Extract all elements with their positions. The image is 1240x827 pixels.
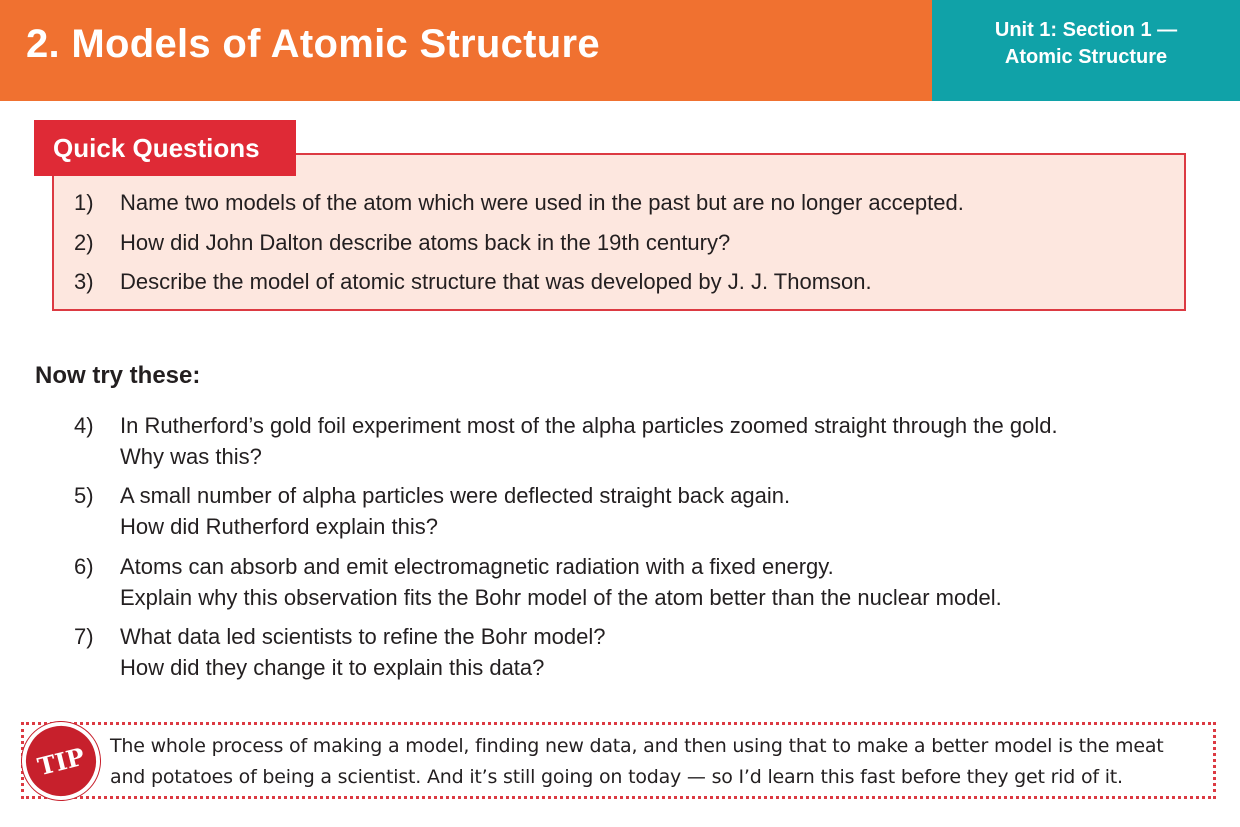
- now-try-heading: Now try these:: [35, 362, 201, 389]
- question-line: How did they change it to explain this data?: [120, 655, 545, 680]
- question-text: [120, 551, 1002, 613]
- quick-questions-heading: Quick Questions: [34, 120, 296, 176]
- question-line: How did John Dalton describe atoms back in the 19th century?: [120, 230, 731, 255]
- question-line: Explain why this observation fits the Bohr model of the atom better than the nuclear model.: [120, 585, 1002, 610]
- question-line: How did Rutherford explain this?: [120, 514, 438, 539]
- question-line: A small number of alpha particles were deflected straight back again.: [120, 483, 791, 508]
- question-line: In Rutherford’s gold foil experiment most of the alpha particles zoomed straight through the gold.: [120, 413, 1058, 438]
- section-tag-line-2: Atomic Structure: [1004, 45, 1168, 68]
- question-line: Atoms can absorb and emit electromagnetic radiation with a fixed energy.: [120, 554, 834, 579]
- question-number: 2): [74, 230, 94, 255]
- question-text: [120, 187, 964, 218]
- section-tag-line-1: Unit 1: Section 1 —: [994, 18, 1178, 41]
- question-text: [120, 410, 1058, 472]
- tip-text: [110, 731, 1164, 793]
- question-number: 5): [74, 483, 94, 508]
- question-text: [120, 621, 605, 683]
- page-title: 2. Models of Atomic Structure: [26, 22, 600, 66]
- section-tag: [932, 0, 1240, 101]
- question-line: Why was this?: [120, 444, 262, 469]
- question-number: 4): [74, 413, 94, 438]
- tip-line-1: The whole process of making a model, finding new data, and then using that to make a better model is the meat: [110, 735, 1164, 757]
- question-text: [120, 227, 730, 258]
- question-number: 6): [74, 554, 94, 579]
- question-number: 7): [74, 624, 94, 649]
- question-number: 1): [74, 190, 94, 215]
- tip-line-2: and potatoes of being a scientist. And it’s still going on today — so I’d learn this fast before they get rid of it.: [110, 766, 1123, 788]
- question-line: Describe the model of atomic structure that was developed by J. J. Thomson.: [120, 269, 872, 294]
- question-text: [120, 266, 872, 297]
- question-line: Name two models of the atom which were used in the past but are no longer accepted.: [120, 190, 964, 215]
- question-line: What data led scientists to refine the Bohr model?: [120, 624, 606, 649]
- tip-badge: TIP: [14, 714, 109, 809]
- question-text: [120, 480, 790, 542]
- question-number: 3): [74, 269, 94, 294]
